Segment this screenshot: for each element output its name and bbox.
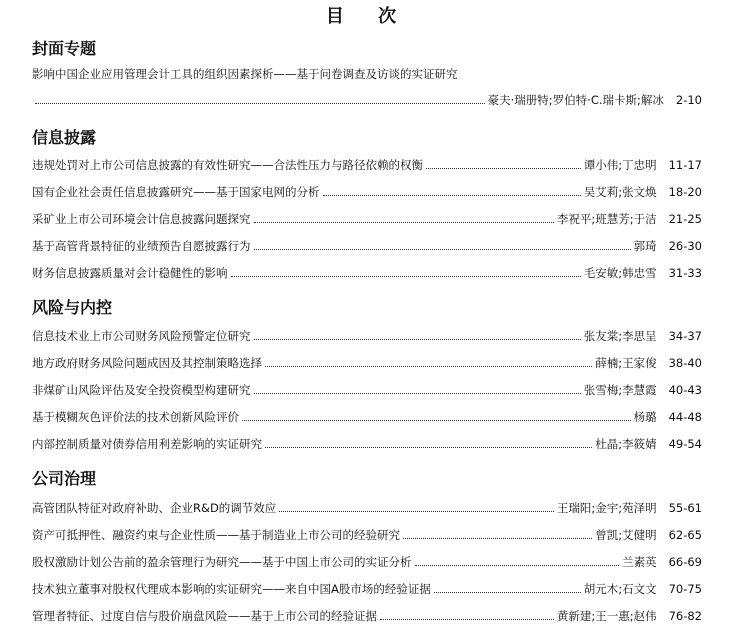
dot-leader <box>265 366 592 367</box>
toc-entry-title: 内部控制质量对债券信用利差影响的实证研究 <box>32 437 262 451</box>
toc-entry-pages: 40-43 <box>668 383 702 397</box>
toc-entry[interactable] <box>32 578 702 596</box>
toc-entry[interactable] <box>32 235 702 253</box>
toc-entry-pages: 26-30 <box>668 239 702 253</box>
toc-entry-authors: 杜晶;李筱婧 <box>595 437 657 451</box>
toc-entry-pages: 11-17 <box>668 158 702 172</box>
toc-entry-title: 基于高管背景特征的业绩预告自愿披露行为 <box>32 239 251 253</box>
toc-entry-pages: 18-20 <box>668 185 702 199</box>
dot-leader <box>434 592 581 593</box>
toc-entry-authors: 胡元木;石文文 <box>583 582 657 596</box>
toc-entry-title: 违规处罚对上市公司信息披露的有效性研究——合法性压力与路径依赖的权衡 <box>32 158 423 172</box>
toc-entry-pages: 31-33 <box>668 266 702 280</box>
toc-entry-pages: 2-10 <box>675 93 702 107</box>
toc-entry-pages: 49-54 <box>668 437 702 451</box>
toc-entry-title: 国有企业社会责任信息披露研究——基于国家电网的分析 <box>32 185 320 199</box>
toc-entry-authors: 李祝平;班慧芳;于洁 <box>556 212 657 226</box>
toc-entry-pages: 76-82 <box>668 609 702 623</box>
dot-leader <box>426 168 581 169</box>
toc-entry-pages: 38-40 <box>668 356 702 370</box>
page-title: 目 次 <box>325 6 411 27</box>
toc-entry-pages: 66-69 <box>668 555 702 569</box>
section-title: 公司治理 <box>32 469 97 488</box>
toc-entry-pages: 34-37 <box>668 329 702 343</box>
toc-entry-authors: 张友棠;李思呈 <box>583 329 657 343</box>
dot-leader <box>254 339 581 340</box>
toc-entry-title: 地方政府财务风险问题成因及其控制策略选择 <box>32 356 262 370</box>
toc-entry[interactable] <box>32 551 702 569</box>
toc-entry-authors: 毛安敏;韩忠雪 <box>583 266 657 280</box>
toc-entry[interactable] <box>32 154 702 172</box>
toc-entry[interactable] <box>32 605 702 623</box>
dot-leader <box>415 565 620 566</box>
dot-leader <box>35 103 485 104</box>
dot-leader <box>231 276 581 277</box>
toc-entry-title: 财务信息披露质量对会计稳健性的影响 <box>32 266 228 280</box>
toc-entry-authors: 郭琦 <box>633 239 657 253</box>
toc-entry[interactable] <box>32 352 702 370</box>
toc-entry-title: 基于模糊灰色评价法的技术创新风险评价 <box>32 410 239 424</box>
toc-entry-authors: 王瑞阳;金宇;苑泽明 <box>556 501 657 515</box>
dot-leader <box>254 249 631 250</box>
section-title: 信息披露 <box>32 128 97 147</box>
dot-leader <box>254 393 581 394</box>
toc-entry[interactable] <box>32 89 702 107</box>
toc-entry-title: 管理者特征、过度自信与股价崩盘风险——基于上市公司的经验证据 <box>32 609 377 623</box>
toc-entry-authors: 吴艾莉;张文焕 <box>583 185 657 199</box>
toc-entry-title: 信息技术业上市公司财务风险预警定位研究 <box>32 329 251 343</box>
toc-entry-title-line: 影响中国企业应用管理会计工具的组织因素探析——基于问卷调查及访谈的实证研究 <box>32 67 458 81</box>
toc-entry-title: 非煤矿山风险评估及安全投资模型构建研究 <box>32 383 251 397</box>
dot-leader <box>323 195 581 196</box>
dot-leader <box>254 222 554 223</box>
toc-entry-title: 资产可抵押性、融资约束与企业性质——基于制造业上市公司的经验研究 <box>32 528 400 542</box>
toc-entry-authors: 黄新建;王一惠;赵伟 <box>556 609 657 623</box>
toc-entry-pages: 55-61 <box>668 501 702 515</box>
toc-entry[interactable] <box>32 181 702 199</box>
dot-leader <box>242 420 631 421</box>
toc-entry-authors: 薛楠;王家俊 <box>595 356 657 370</box>
toc-entry[interactable] <box>32 262 702 280</box>
toc-entry-title: 采矿业上市公司环境会计信息披露问题探究 <box>32 212 251 226</box>
toc-entry-pages: 70-75 <box>668 582 702 596</box>
toc-entry-pages: 62-65 <box>668 528 702 542</box>
dot-leader <box>265 447 592 448</box>
dot-leader <box>380 619 554 620</box>
toc-entry-authors: 兰素英 <box>622 555 657 569</box>
toc-entry[interactable] <box>32 433 702 451</box>
toc-entry-title: 高管团队特征对政府补助、企业R&D的调节效应 <box>32 501 277 515</box>
toc-entry-authors: 张雪梅;李慧霞 <box>583 383 657 397</box>
toc-entry-authors: 杨璐 <box>633 410 657 424</box>
dot-leader <box>279 511 554 512</box>
toc-entry[interactable] <box>32 497 702 515</box>
toc-entry[interactable] <box>32 208 702 226</box>
toc-entry[interactable] <box>32 325 702 343</box>
toc-entry-title: 股权激励计划公告前的盈余管理行为研究——基于中国上市公司的实证分析 <box>32 555 412 569</box>
toc-entry[interactable] <box>32 524 702 542</box>
toc-entry[interactable] <box>32 379 702 397</box>
toc-entry-pages: 44-48 <box>668 410 702 424</box>
toc-entry[interactable] <box>32 406 702 424</box>
dot-leader <box>403 538 592 539</box>
toc-entry-authors: 曾凯;艾健明 <box>595 528 657 542</box>
toc-entry-authors: 谭小伟;丁忠明 <box>583 158 657 172</box>
toc-entry-title: 技术独立董事对股权代理成本影响的实证研究——来自中国A股市场的经验证据 <box>32 582 431 596</box>
toc-entry-authors: 豪夫·瑞册特;罗伯特·C.瑞卡斯;解冰 <box>487 93 664 107</box>
toc-entry-pages: 21-25 <box>668 212 702 226</box>
section-title: 风险与内控 <box>32 298 113 317</box>
section-title: 封面专题 <box>32 39 97 58</box>
